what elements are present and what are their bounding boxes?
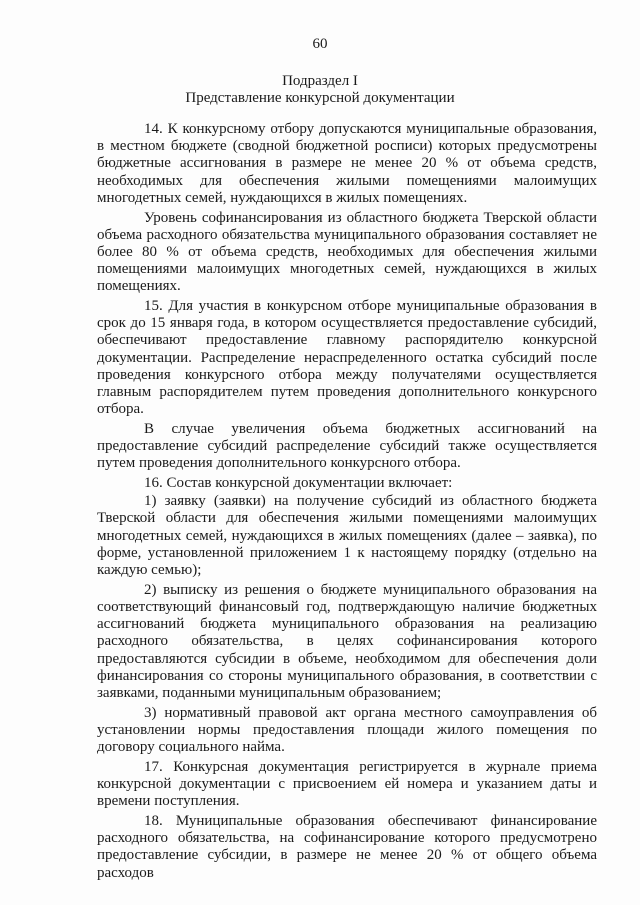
page-number: 60: [312, 36, 328, 52]
paragraph-17: 17. Конкурсная документация регистрируется в журнале приема конкурсной документации с присвоением ей номера и указанием даты и времени поступления.: [97, 758, 597, 810]
document-body: [97, 121, 597, 884]
paragraph-14: 14. К конкурсному отбору допускаются муниципальные образования, в местном бюджете (сводной бюджетной росписи) которых предусмотрены бюджетные ассигнования в размере не менее 20 % от объема средств, необходимых для обеспечения жилыми помещениями малоимущих многодетных семей, нуждающихся в жилых помещениях.: [97, 121, 597, 206]
paragraph-15: 15. Для участия в конкурсном отборе муниципальные образования в срок до 15 января года, в котором осуществляется предоставление субсидий, обеспечивают предоставление главному распорядителю конкурсной документации. Распределение нераспределенного остатка субсидий после проведения конкурсного отбора между получателями осуществляется главным распорядителем путем проведения дополнительного конкурсного отбора.: [97, 298, 597, 418]
section-title: Представление конкурсной документации: [185, 90, 455, 106]
list-item-3-regulatory-act: 3) нормативный правовой акт органа местного самоуправления об установлении нормы предоставления площади жилого помещения по договору социального найма.: [97, 704, 597, 756]
list-item-2-budget-extract: 2) выписку из решения о бюджете муниципального образования на соответствующий финансовый год, подтверждающую наличие бюджетных ассигнований бюджета муниципального образования на реализацию расходного обязательства, в целях софинансирования которого предоставляются субсидии в объеме, необходимом для обеспечения доли финансирования со стороны муниципального образования, в соответствии с заявками, поданными муниципальным образованием;: [97, 581, 597, 701]
paragraph-18: 18. Муниципальные образования обеспечивают финансирование расходного обязательства, на софинансирование которого предусмотрено предоставление субсидии, в размере не менее 20 % от общего объема расходов: [97, 812, 597, 881]
paragraph-additional-selection: В случае увеличения объема бюджетных ассигнований на предоставление субсидий распределение субсидий также осуществляется путем проведения дополнительного конкурсного отбора.: [97, 420, 597, 472]
list-item-1-application: 1) заявку (заявки) на получение субсидий из областного бюджета Тверской области для обеспечения жилыми помещениями малоимущих многодетных семей, нуждающихся в жилых помещениях (далее – заявка), по форме, установленной приложением 1 к настоящему порядку (отдельно на каждую семью);: [97, 493, 597, 579]
subsection-heading: Подраздел I: [282, 73, 358, 89]
paragraph-16: 16. Состав конкурсной документации включает:: [144, 475, 453, 492]
paragraph-cofinancing-level: Уровень софинансирования из областного бюджета Тверской области объема расходного обязательства муниципального образования составляет не более 80 % от объема средств, необходимых для обеспечения жилыми помещениями малоимущих многодетных семей, нуждающихся в жилых помещениях.: [97, 209, 597, 295]
